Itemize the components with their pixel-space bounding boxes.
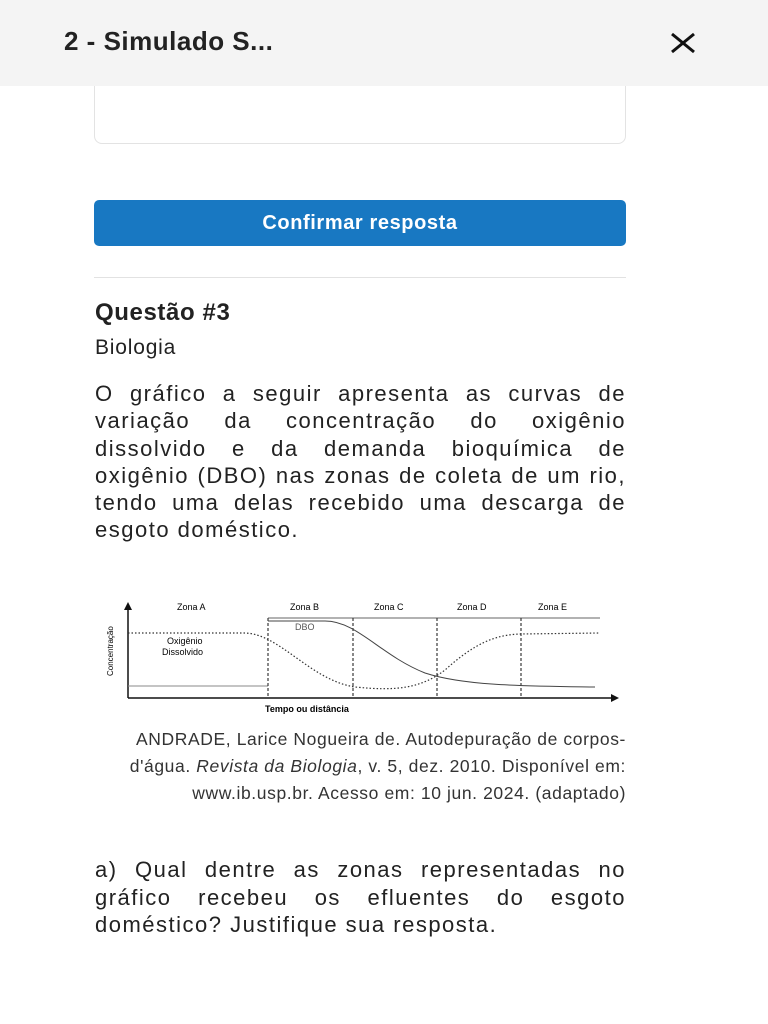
x-axis-label: Tempo ou distância	[265, 704, 349, 714]
zone-label: Zona A	[177, 602, 206, 612]
y-axis-label: Concentração	[106, 626, 115, 676]
scroll-content[interactable]	[30, 86, 738, 954]
question-subject: Biologia	[95, 336, 177, 359]
zone-label: Zona C	[374, 602, 404, 612]
close-icon	[664, 26, 702, 60]
page-title: 2 - Simulado S...	[64, 26, 274, 56]
close-button[interactable]	[664, 26, 702, 60]
citation-text: ANDRADE, Larice Nogueira de. Autodepuração de corpos-d'água.	[129, 729, 626, 776]
top-bar	[0, 0, 768, 86]
dbo-label: DBO	[295, 622, 315, 632]
citation-journal: Revista da Biologia	[196, 756, 358, 776]
od-label-2: Dissolvido	[162, 647, 204, 657]
citation-text-2: , v. 5, dez. 2010. Disponível em: www.ib.usp.br. Acesso em: 10 jun. 2024. (adaptado)	[192, 756, 626, 803]
confirm-answer-button[interactable]: Confirmar resposta	[94, 200, 626, 246]
zone-label: Zona B	[290, 602, 320, 612]
question-item-a: a) Qual dentre as zonas representadas no gráfico recebeu os efluentes do esgoto doméstico? Justifique sua resposta.	[95, 857, 626, 937]
divider	[94, 277, 626, 278]
question-figure	[95, 600, 625, 718]
zone-label: Zona D	[457, 602, 487, 612]
question-body: O gráfico a seguir apresenta as curvas de variação da concentração do oxigênio dissolvido e da demanda bioquímica de oxigênio (DBO) nas zonas de coleta de um rio, tendo uma delas recebido uma descarga de esgoto doméstico.	[95, 381, 626, 543]
zone-label: Zona E	[538, 602, 568, 612]
dbo-oxygen-graph	[95, 600, 625, 718]
question-title: Questão #3	[95, 299, 231, 326]
figure-citation	[95, 726, 626, 807]
od-label-1: Oxigênio	[167, 636, 203, 646]
